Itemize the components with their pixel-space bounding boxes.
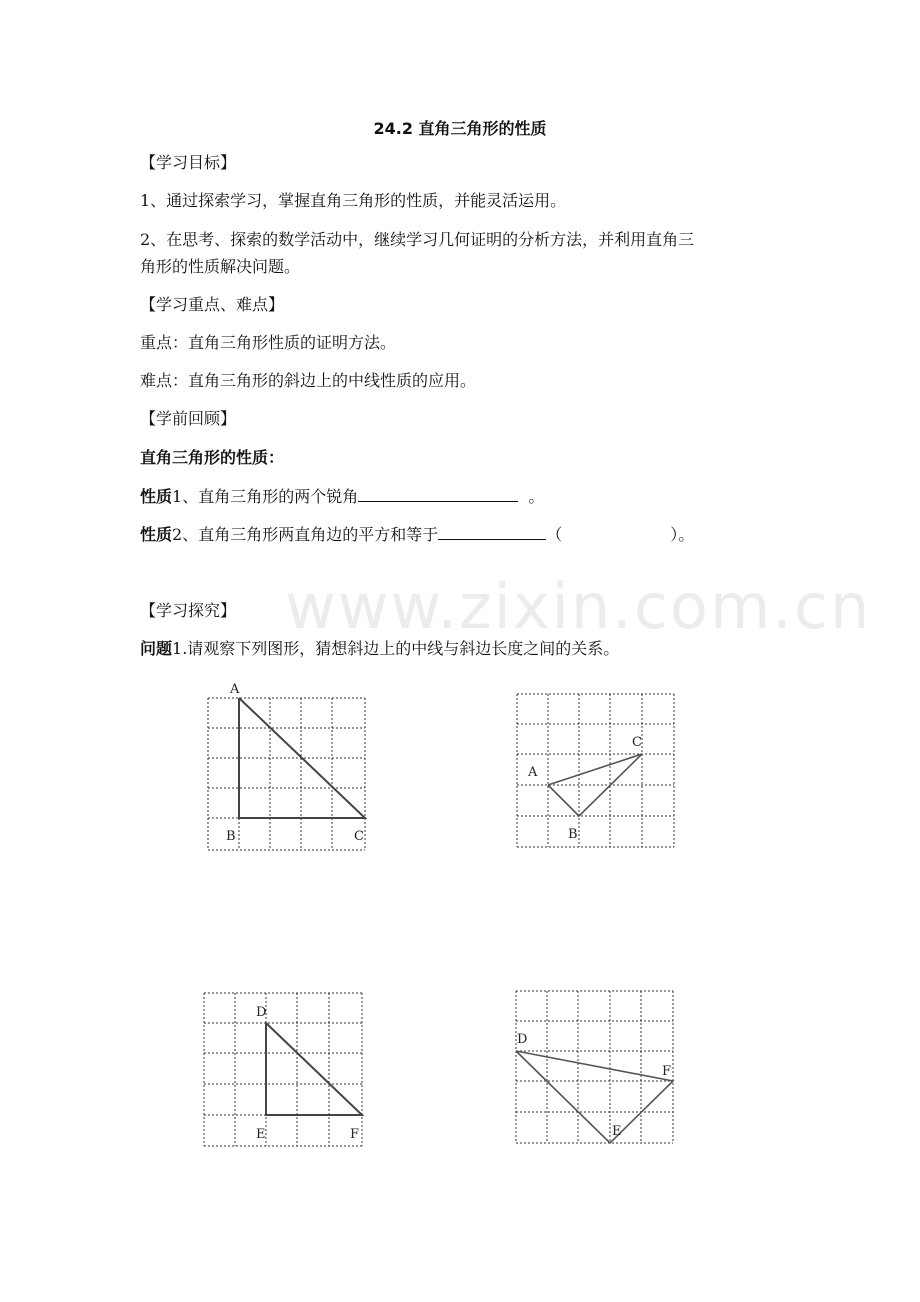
question-1 [140,638,619,660]
property-1-text: 1、直角三角形的两个锐角 [172,487,359,506]
objective-2-line2: 角形的性质解决问题。 [140,257,301,276]
grid [208,698,365,850]
property-2-blank[interactable] [438,523,546,540]
property-2-paren-close: ）。 [670,525,695,544]
property-2 [140,523,694,546]
objective-1: 1、通过探索学习，掌握直角三角形的性质，并能灵活运用。 [140,191,567,210]
label-c: C [354,829,364,844]
label-b: B [568,827,578,842]
figure-def-grid-2 [508,985,688,1155]
triangle-def [516,1051,673,1143]
key-heading: 【学习重点、难点】 [140,295,285,314]
grid [204,993,362,1146]
property-1-label: 性质 [140,487,173,506]
key-point: 重点：直角三角形性质的证明方法。 [140,333,397,352]
properties-heading: 直角三角形的性质： [140,448,285,467]
explore-heading: 【学习探究】 [140,601,237,620]
watermark: www.zixin.com.cn [285,570,872,643]
label-d: D [256,1005,267,1020]
objectives-heading: 【学习目标】 [140,153,237,172]
property-1-end: 。 [528,487,545,506]
label-e: E [612,1124,622,1139]
difficulty: 难点：直角三角形的斜边上的中线性质的应用。 [140,371,477,390]
label-c: C [632,735,642,750]
property-2-paren-open: （ [546,525,563,544]
grid [517,694,674,847]
label-e: E [256,1127,266,1142]
property-2-text: 2、直角三角形两直角边的平方和等于 [172,525,439,544]
label-d: D [517,1032,528,1047]
label-b: B [226,829,236,844]
label-f: F [662,1064,672,1079]
label-a: A [230,682,240,697]
figure-abc-grid-1 [200,678,380,858]
figure-def-grid-1 [196,986,376,1156]
page-title: 24.2 直角三角形的性质 [373,119,547,138]
property-2-label: 性质 [140,525,173,544]
triangle-def [266,1023,362,1115]
label-f: F [350,1127,360,1142]
label-a: A [528,765,538,780]
question-label: 问题 [140,639,173,658]
property-1-blank[interactable] [358,485,518,502]
grid [516,991,673,1143]
figure-abc-grid-2 [508,686,688,856]
review-heading: 【学前回顾】 [140,409,237,428]
question-text: 1.请观察下列图形，猜想斜边上的中线与斜边长度之间的关系。 [172,639,620,658]
objective-2-line1: 2、在思考、探索的数学活动中，继续学习几何证明的分析方法，并利用直角三 [140,230,695,249]
property-1 [140,485,544,508]
